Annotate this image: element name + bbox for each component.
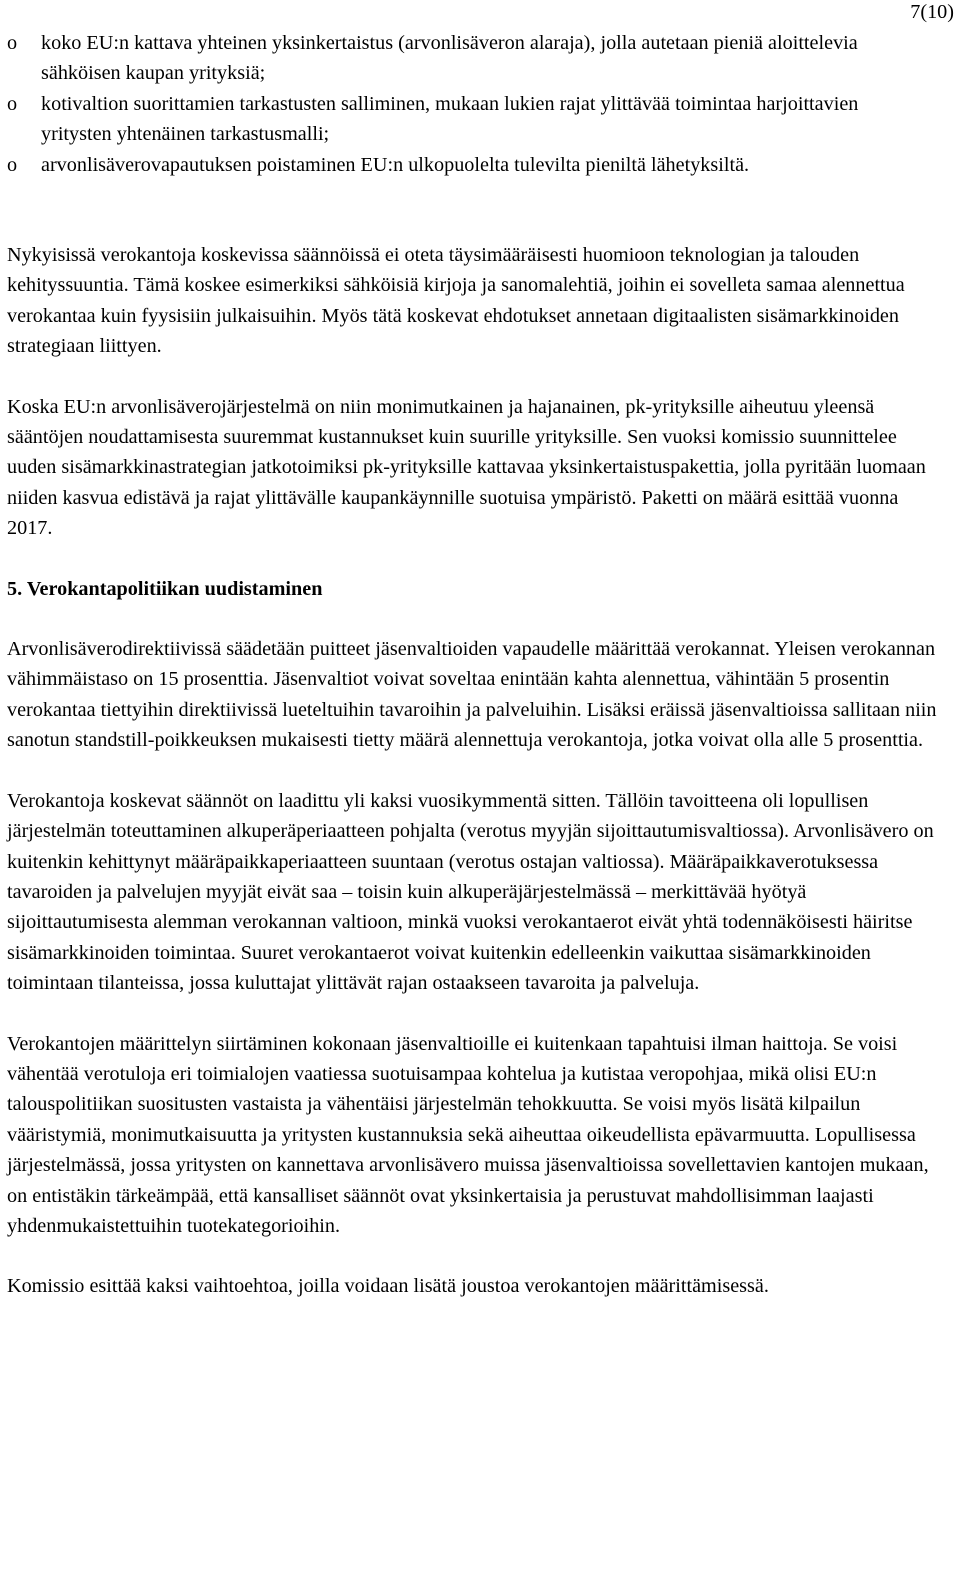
page-number: 7(10) — [910, 1, 954, 23]
bullet-marker: o — [7, 92, 18, 115]
section-heading: 5. Verokantapolitiikan uudistaminen — [7, 577, 323, 600]
bullet-marker: o — [7, 153, 18, 176]
paragraph-vat-directive: Arvonlisäverodirektiivissä säädetään puitteet jäsenvaltioiden vapaudelle määrittää verokannat. Yleisen verokannan vähimmäistaso on 15 prosenttia. Jäsenvaltiot voivat soveltaa enintään kahta alennettua, vähintään 5 prosentin verokantaa tiettyihin direktiivissä lueteltuihin tavaroihin ja palveluihin. Lisäksi eräissä jäsenvaltioissa sallitaan niin sanotun standstill-poikkeuksen mukaisesti tietty määrä alennettuja verokantoja, jotka voivat olla alle 5 prosenttia. — [7, 638, 937, 752]
bullet-text: arvonlisäverovapautuksen poistaminen EU:n ulkopuolelta tulevilta pieniltä lähetyksiltä. — [41, 153, 750, 176]
paragraph-rate-setting-drawbacks: Verokantojen määrittelyn siirtäminen kokonaan jäsenvaltioille ei kuitenkaan tapahtuisi ilman haittoja. Se voisi vähentää verotuloja eri toimialojen vaatiessa suotuisampaa kohtelua ja kutistaa veropohjaa, mikä olisi EU:n talouspolitiikan suositusten vastaista ja vähentäisi järjestelmän tehokkuutta. Se voisi myös lisätä kilpailun vääristymiä, monimutkaisuutta ja yritysten kustannuksia sekä aiheuttaa oikeudellista epävarmuutta. Lopullisessa järjestelmässä, jossa yritysten on kannettava arvonlisävero muissa jäsenvaltioissa sovellettavien kantojen mukaan, on entistäkin tärkeämpää, että kansalliset säännöt ovat yksinkertaisia ja perustuvat mahdollisimman laajasti yhdenmukaistettuihin tuotekategorioihin. — [7, 1032, 929, 1237]
bullet-text: koko EU:n kattava yhteinen yksinkertaistus (arvonlisäveron alaraja), jolla autetaan pieniä aloittelevia sähköisen kaupan yrityksiä; — [41, 32, 858, 85]
paragraph-commission-options: Komissio esittää kaksi vaihtoehtoa, joilla voidaan lisätä joustoa verokantojen määrittämisessä. — [7, 1275, 769, 1298]
paragraph-technology-rates: Nykyisissä verokantoja koskevissa säännöissä ei oteta täysimääräisesti huomioon teknologian ja talouden kehityssuuntia. Tämä koskee esimerkiksi sähköisiä kirjoja ja sanomalehtiä, joihin ei sovelleta samaa alennettua verokantaa kuin fyysisiin julkaisuihin. Myös tätä koskevat ehdotukset annetaan digitaalisten sisämarkkinoiden strategiaan liittyen. — [7, 244, 905, 358]
bullet-marker: o — [7, 32, 18, 54]
bullet-item — [7, 89, 927, 150]
document-body — [7, 240, 947, 1332]
bullet-text: kotivaltion suorittamien tarkastusten salliminen, mukaan lukien rajat ylittävää toimintaa harjoittavien yritysten yhtenäinen tarkastusmalli; — [41, 92, 859, 146]
bullet-list — [7, 28, 927, 180]
paragraph-sme-simplification: Koska EU:n arvonlisäverojärjestelmä on niin monimutkainen ja hajanainen, pk-yrityksille aiheutuu yleensä sääntöjen noudattamisesta suuremmat kustannukset kuin suurille yrityksille. Sen vuoksi komissio suunnittelee uuden sisämarkkinastrategian jatkotoimiksi pk-yrityksille kattavaa yksinkertaistuspakettia, jolla pyritään luomaan niiden kasvua edistävä ja rajat ylittävälle kaupankäynnille suotuisa ympäristö. Paketti on määrä esittää vuonna 2017. — [7, 395, 926, 540]
bullet-item — [7, 150, 927, 180]
bullet-item — [7, 28, 927, 89]
paragraph-rate-rules-history: Verokantoja koskevat säännöt on laadittu yli kaksi vuosikymmentä sitten. Tällöin tavoitteena oli lopullisen järjestelmän toteuttaminen alkuperäperiaatteen pohjalta (verotus myyjän sijoittautumisvaltiossa). Arvonlisävero on kuitenkin kehittynyt määräpaikkaperiaatteen suuntaan (verotus ostajan valtiossa). Määräpaikkaverotuksessa tavaroiden ja palvelujen myyjät eivät saa – toisin kuin alkuperäjärjestelmässä – merkittävää hyötyä sijoittautumisesta alemman verokannan valtioon, minkä vuoksi verokantaerot eivät yhtä todennäköisesti häiritse sisämarkkinoiden toimintaa. Suuret verokantaerot voivat kuitenkin edelleenkin vaikuttaa sisämarkkinoiden toimintaan tilanteissa, jossa kuluttajat ylittävät rajan ostaakseen tavaroita ja palveluja. — [7, 789, 934, 995]
